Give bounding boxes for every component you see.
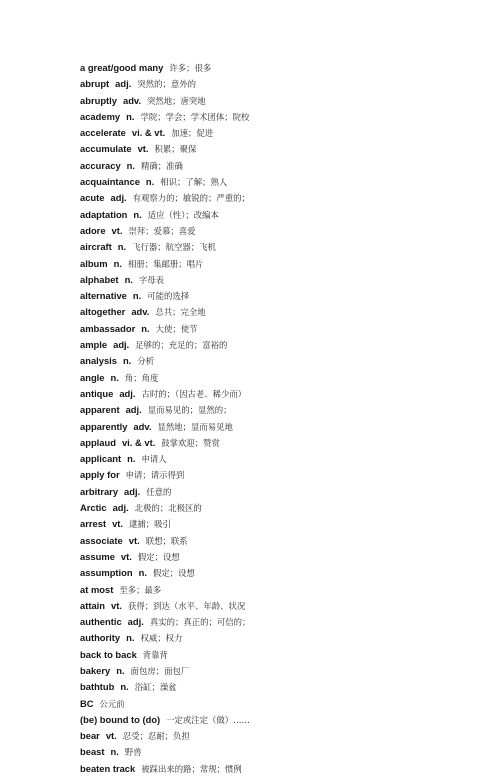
entry-definition: 任意的 (146, 486, 172, 497)
entry-definition: 足够的；充足的；富裕的 (135, 340, 228, 351)
entry-part-of-speech: adj. (119, 387, 136, 399)
entry-word: applaud (80, 436, 116, 448)
entry-part-of-speech: adj. (113, 339, 130, 351)
vocab-entry (80, 109, 480, 125)
vocabulary-list (80, 60, 480, 777)
vocab-entry (80, 272, 480, 288)
vocab-entry (80, 370, 480, 386)
vocab-entry (80, 386, 480, 402)
entry-part-of-speech: n. (126, 110, 135, 122)
entry-definition: 北极的；北极区的 (134, 503, 202, 514)
entry-definition: 学院；学会；学术团体；院校 (140, 111, 250, 122)
entry-definition: 许多；很多 (169, 63, 212, 73)
vocab-entry (80, 516, 480, 532)
vocab-entry (80, 728, 480, 744)
entry-definition: 申请；请示得到 (125, 470, 185, 481)
entry-word: associate (80, 534, 123, 546)
entry-word: adore (80, 224, 106, 236)
entry-word: antique (80, 387, 114, 399)
entry-part-of-speech: adj. (112, 502, 129, 514)
vocab-entry (80, 582, 480, 598)
entry-word: beaten track (80, 762, 136, 774)
entry-word: abruptly (80, 94, 117, 106)
entry-part-of-speech: n. (141, 322, 150, 334)
entry-definition: 显然地；显而易见地 (157, 421, 233, 432)
entry-part-of-speech: n. (126, 632, 135, 644)
entry-word: acquaintance (80, 176, 140, 188)
entry-part-of-speech: adj. (125, 404, 142, 416)
entry-part-of-speech: n. (145, 176, 155, 188)
vocab-entry (80, 125, 480, 141)
entry-part-of-speech: vi. & vt. (131, 127, 166, 139)
vocab-entry (80, 435, 480, 451)
entry-definition: 至多；最多 (119, 584, 162, 595)
entry-word: back to back (80, 648, 137, 660)
entry-definition: 一定或注定（做）…… (166, 714, 250, 725)
vocab-entry (80, 419, 480, 435)
entry-word: assume (80, 550, 115, 562)
entry-part-of-speech: adj. (124, 485, 141, 497)
entry-word: academy (80, 110, 121, 122)
entry-definition: 权威；权力 (140, 633, 183, 644)
entry-part-of-speech: vt. (105, 730, 117, 742)
vocab-entry (80, 207, 480, 223)
entry-word: bakery (80, 664, 111, 676)
entry-definition: 古时的；（因古老、稀少而） (141, 388, 247, 399)
entry-word: applicant (80, 453, 122, 465)
vocab-entry (80, 533, 480, 549)
entry-definition: 联想；联系 (145, 535, 188, 546)
entry-definition: 申请人 (141, 454, 167, 465)
entry-part-of-speech: n. (110, 371, 119, 383)
vocab-entry (80, 60, 480, 76)
entry-definition: 逮捕；吸引 (129, 519, 171, 530)
entry-part-of-speech: vt. (120, 550, 132, 562)
entry-definition: 野兽 (124, 747, 142, 758)
vocab-entry (80, 256, 480, 272)
entry-definition: 角；角度 (124, 372, 159, 383)
vocab-entry (80, 174, 480, 190)
entry-definition: 加速；促进 (171, 128, 214, 139)
entry-word: arbitrary (80, 485, 119, 497)
entry-word: apparently (80, 420, 128, 432)
entry-part-of-speech: n. (113, 257, 122, 269)
entry-definition: 飞行器；航空器；飞机 (132, 242, 216, 253)
entry-definition: 可能的选择 (147, 291, 190, 302)
entry-word: alphabet (80, 273, 119, 285)
entry-word: Arctic (80, 502, 107, 514)
entry-part-of-speech: adv. (122, 94, 142, 106)
entry-word: beast (80, 746, 105, 758)
entry-part-of-speech: vt. (128, 534, 140, 546)
entry-word: bathtub (80, 681, 115, 693)
entry-word: assumption (80, 567, 133, 579)
entry-part-of-speech: adj. (110, 192, 127, 204)
entry-definition: 适应（性）；改编本 (147, 209, 219, 220)
vocab-entry (80, 744, 480, 760)
vocab-entry (80, 663, 480, 679)
entry-definition: 大使；使节 (155, 323, 198, 334)
entry-word: authentic (80, 616, 122, 628)
entry-definition: 突然地；唐突地 (147, 95, 206, 106)
entry-definition: 相识；了解；熟人 (160, 177, 228, 188)
entry-part-of-speech: vt. (111, 599, 122, 611)
vocab-entry (80, 141, 480, 157)
vocab-entry (80, 598, 480, 614)
entry-word: apparent (80, 404, 120, 416)
vocab-entry (80, 630, 480, 646)
entry-definition: 鼓掌欢迎；赞赏 (161, 437, 220, 448)
vocab-entry (80, 402, 480, 418)
entry-definition: 忍受；忍耐；负担 (122, 731, 190, 742)
entry-part-of-speech: n. (126, 159, 136, 171)
entry-part-of-speech: n. (127, 453, 136, 465)
entry-word: ambassador (80, 322, 136, 334)
entry-definition: 有观察力的；敏锐的；严重的； (132, 193, 250, 204)
vocab-entry (80, 467, 480, 483)
entry-definition: 精确；准确 (141, 160, 183, 171)
entry-definition: 分析 (137, 356, 155, 367)
vocab-entry (80, 304, 480, 320)
entry-part-of-speech: adj. (127, 616, 144, 628)
entry-part-of-speech: n. (116, 664, 125, 676)
entry-part-of-speech: vt. (137, 143, 149, 155)
vocab-entry (80, 761, 480, 777)
entry-part-of-speech: n. (138, 567, 147, 579)
entry-word: angle (80, 371, 105, 383)
entry-word: BC (80, 697, 94, 709)
entry-definition: 获得；到达（水平、年龄、状况 (127, 600, 246, 611)
entry-definition: 假定；设想 (137, 551, 180, 562)
vocab-entry (80, 696, 480, 712)
vocab-entry (80, 239, 480, 255)
entry-word: bear (80, 730, 100, 742)
entry-part-of-speech: adv. (133, 420, 152, 432)
vocab-entry (80, 337, 480, 353)
entry-word: apply for (80, 469, 120, 481)
vocab-entry (80, 679, 480, 695)
vocab-entry (80, 158, 480, 174)
entry-word: (be) bound to (do) (80, 713, 161, 725)
entry-word: acute (80, 192, 105, 204)
entry-definition: 相册；集邮册；唱片 (127, 258, 204, 269)
entry-definition: 公元前 (99, 698, 125, 709)
entry-definition: 崇拜；爱慕；喜爱 (128, 225, 196, 236)
entry-part-of-speech: vt. (111, 224, 123, 236)
entry-part-of-speech: adv. (131, 306, 150, 318)
vocab-entry (80, 353, 480, 369)
entry-word: authority (80, 632, 121, 644)
entry-word: arrest (80, 518, 107, 530)
vocab-entry (80, 614, 480, 630)
entry-part-of-speech: n. (120, 681, 129, 693)
entry-definition: 真实的；真正的；可信的； (149, 617, 251, 628)
entry-part-of-speech: n. (123, 355, 132, 367)
vocab-entry (80, 288, 480, 304)
entry-word: abrupt (80, 78, 110, 90)
entry-part-of-speech: n. (133, 208, 142, 220)
entry-word: adaptation (80, 208, 128, 220)
entry-definition: 背靠背 (142, 649, 168, 660)
entry-definition: 被踩出来的路；常规；惯例 (141, 763, 242, 774)
entry-definition: 浴缸；澡盆 (134, 682, 177, 693)
vocab-entry (80, 93, 480, 109)
vocab-entry (80, 565, 480, 581)
vocab-entry (80, 712, 480, 728)
entry-definition: 突然的；意外的 (137, 79, 196, 90)
vocab-entry (80, 223, 480, 239)
vocab-entry (80, 451, 480, 467)
vocab-entry (80, 76, 480, 92)
entry-word: at most (80, 583, 114, 595)
entry-word: ample (80, 339, 108, 351)
vocab-entry (80, 190, 480, 206)
entry-part-of-speech: n. (132, 290, 142, 302)
entry-word: aircraft (80, 241, 112, 253)
entry-word: alternative (80, 290, 127, 302)
entry-part-of-speech: adj. (115, 78, 132, 90)
entry-part-of-speech: n. (110, 746, 119, 758)
entry-part-of-speech: n. (117, 241, 127, 253)
vocab-entry (80, 484, 480, 500)
entry-word: accumulate (80, 143, 132, 155)
entry-part-of-speech: vt. (112, 518, 124, 530)
entry-word: a great/good many (80, 62, 164, 73)
entry-word: altogether (80, 306, 126, 318)
entry-word: accuracy (80, 159, 121, 171)
entry-definition: 显而易见的；显然的； (147, 405, 232, 416)
entry-definition: 总共；完全地 (155, 307, 206, 318)
vocab-entry (80, 500, 480, 516)
entry-part-of-speech: vi. & vt. (121, 436, 156, 448)
entry-part-of-speech: n. (124, 273, 133, 285)
vocab-entry (80, 549, 480, 565)
entry-definition: 面包房；面包厂 (130, 665, 190, 676)
entry-word: accelerate (80, 127, 126, 139)
entry-definition: 积累；聚保 (154, 144, 197, 155)
entry-definition: 字母表 (138, 274, 165, 285)
entry-definition: 假定；设想 (152, 568, 195, 579)
vocab-entry (80, 647, 480, 663)
entry-word: attain (80, 599, 106, 611)
vocab-entry (80, 321, 480, 337)
entry-word: album (80, 257, 108, 269)
entry-word: analysis (80, 355, 118, 367)
